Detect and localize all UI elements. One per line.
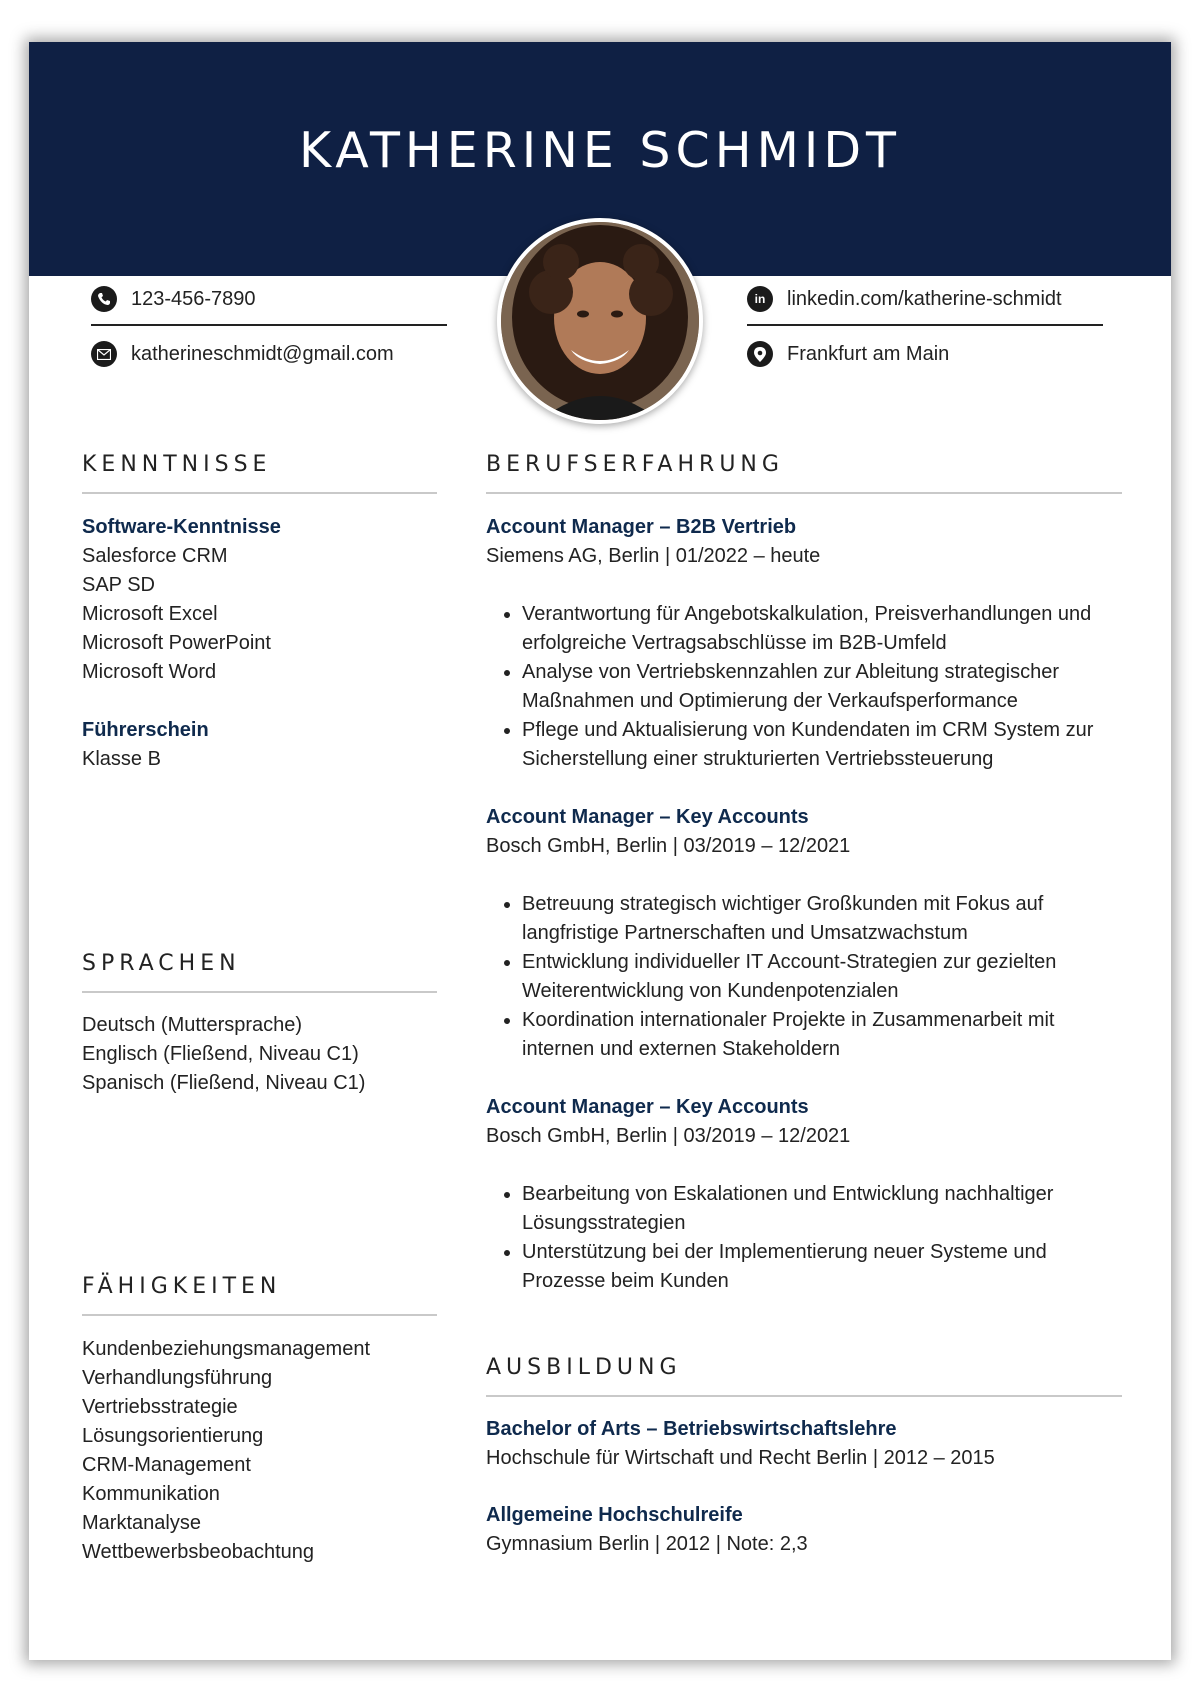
list-item: Verhandlungsführung [82,1367,273,1389]
contact-divider [747,324,1103,326]
resume-sheet [29,42,1171,1660]
license-heading: Führerschein [82,719,209,741]
job-bullet: • Entwicklung individueller IT Account-Strategien zur gezielten Weiterentwicklung von Kundenpotenzialen [522,948,1126,1006]
section-title-sprachen: SPRACHEN [82,951,241,976]
education-title: Bachelor of Arts – Betriebswirtschaftslehre [486,1418,897,1440]
contact-linkedin[interactable] [747,286,1062,312]
job-bullet: • Unterstützung bei der Implementierung neuer Systeme und Prozesse beim Kunden [522,1238,1126,1296]
candidate-name: KATHERINE SCHMIDT [299,122,901,179]
list-item: Wettbewerbsbeobachtung [82,1541,315,1563]
list-item: Microsoft PowerPoint [82,632,271,654]
profile-photo [497,218,703,424]
section-title-ausbildung: AUSBILDUNG [486,1355,682,1380]
list-item: Kundenbeziehungsmanagement [82,1338,370,1360]
section-title-berufserfahrung: BERUFSERFAHRUNG [486,452,784,477]
list-item: Microsoft Word [82,661,217,683]
skills-list [82,513,281,774]
contact-email[interactable] [91,341,394,367]
list-item: Kommunikation [82,1483,220,1505]
section-title-faehigkeiten: FÄHIGKEITEN [82,1274,282,1299]
job-meta: Siemens AG, Berlin | 01/2022 – heute [486,545,821,567]
list-item: Spanisch (Fließend, Niveau C1) [82,1072,366,1094]
education-meta: Hochschule für Wirtschaft und Recht Berlin | 2012 – 2015 [486,1447,995,1469]
section-divider [82,1314,437,1316]
list-item: Microsoft Excel [82,603,218,625]
phone-icon [91,286,117,312]
email-text: katherineschmidt@gmail.com [131,342,394,365]
contact-divider [91,324,447,326]
list-item: Vertriebsstrategie [82,1396,238,1418]
languages-list [82,1011,365,1098]
job-bullets [486,600,1126,774]
job-entry [486,513,1126,774]
list-item: Lösungsorientierung [82,1425,264,1447]
list-item: CRM-Management [82,1454,251,1476]
job-bullet: • Pflege und Aktualisierung von Kundendaten im CRM System zur Sicherstellung einer strukturierten Vertriebssteuerung [522,716,1126,774]
abilities-list [82,1335,370,1567]
job-bullet: • Betreuung strategisch wichtiger Großkunden mit Fokus auf langfristige Partnerschaften und Umsatzwachstum [522,890,1126,948]
job-meta: Bosch GmbH, Berlin | 03/2019 – 12/2021 [486,1125,851,1147]
job-bullet: • Verantwortung für Angebotskalkulation, Preisverhandlungen und erfolgreiche Vertragsabschlüsse im B2B-Umfeld [522,600,1126,658]
list-item: Englisch (Fließend, Niveau C1) [82,1043,359,1065]
list-item: Deutsch (Muttersprache) [82,1014,303,1036]
section-divider [486,1395,1122,1397]
list-item: SAP SD [82,574,155,596]
education-entry [486,1501,1126,1559]
location-pin-icon [747,341,773,367]
job-bullets [486,890,1126,1064]
contact-phone[interactable] [91,286,256,312]
section-divider [82,492,437,494]
job-title: Account Manager – Key Accounts [486,1096,809,1118]
job-title: Account Manager – Key Accounts [486,806,809,828]
job-bullets [486,1180,1126,1296]
section-divider [486,492,1122,494]
education-meta: Gymnasium Berlin | 2012 | Note: 2,3 [486,1533,808,1555]
job-meta: Bosch GmbH, Berlin | 03/2019 – 12/2021 [486,835,851,857]
education-entry [486,1415,1126,1473]
linkedin-icon: in [747,286,773,312]
list-item: Salesforce CRM [82,545,228,567]
contact-location [747,341,949,367]
list-item: Klasse B [82,748,161,770]
software-heading: Software-Kenntnisse [82,516,281,538]
education-title: Allgemeine Hochschulreife [486,1504,743,1526]
email-icon [91,341,117,367]
section-title-kenntnisse: KENNTNISSE [82,452,272,477]
job-bullet: • Bearbeitung von Eskalationen und Entwicklung nachhaltiger Lösungsstrategien [522,1180,1126,1238]
job-entry [486,1093,1126,1296]
job-title: Account Manager – B2B Vertrieb [486,516,797,538]
section-divider [82,991,437,993]
location-text: Frankfurt am Main [787,342,950,365]
linkedin-text: linkedin.com/katherine-schmidt [787,287,1062,310]
list-item: Marktanalyse [82,1512,201,1534]
phone-text: 123-456-7890 [131,287,256,310]
job-bullet: • Koordination internationaler Projekte in Zusammenarbeit mit internen und externen Stakeholdern [522,1006,1126,1064]
job-entry [486,803,1126,1064]
job-bullet: • Analyse von Vertriebskennzahlen zur Ableitung strategischer Maßnahmen und Optimierung der Verkaufsperformance [522,658,1126,716]
